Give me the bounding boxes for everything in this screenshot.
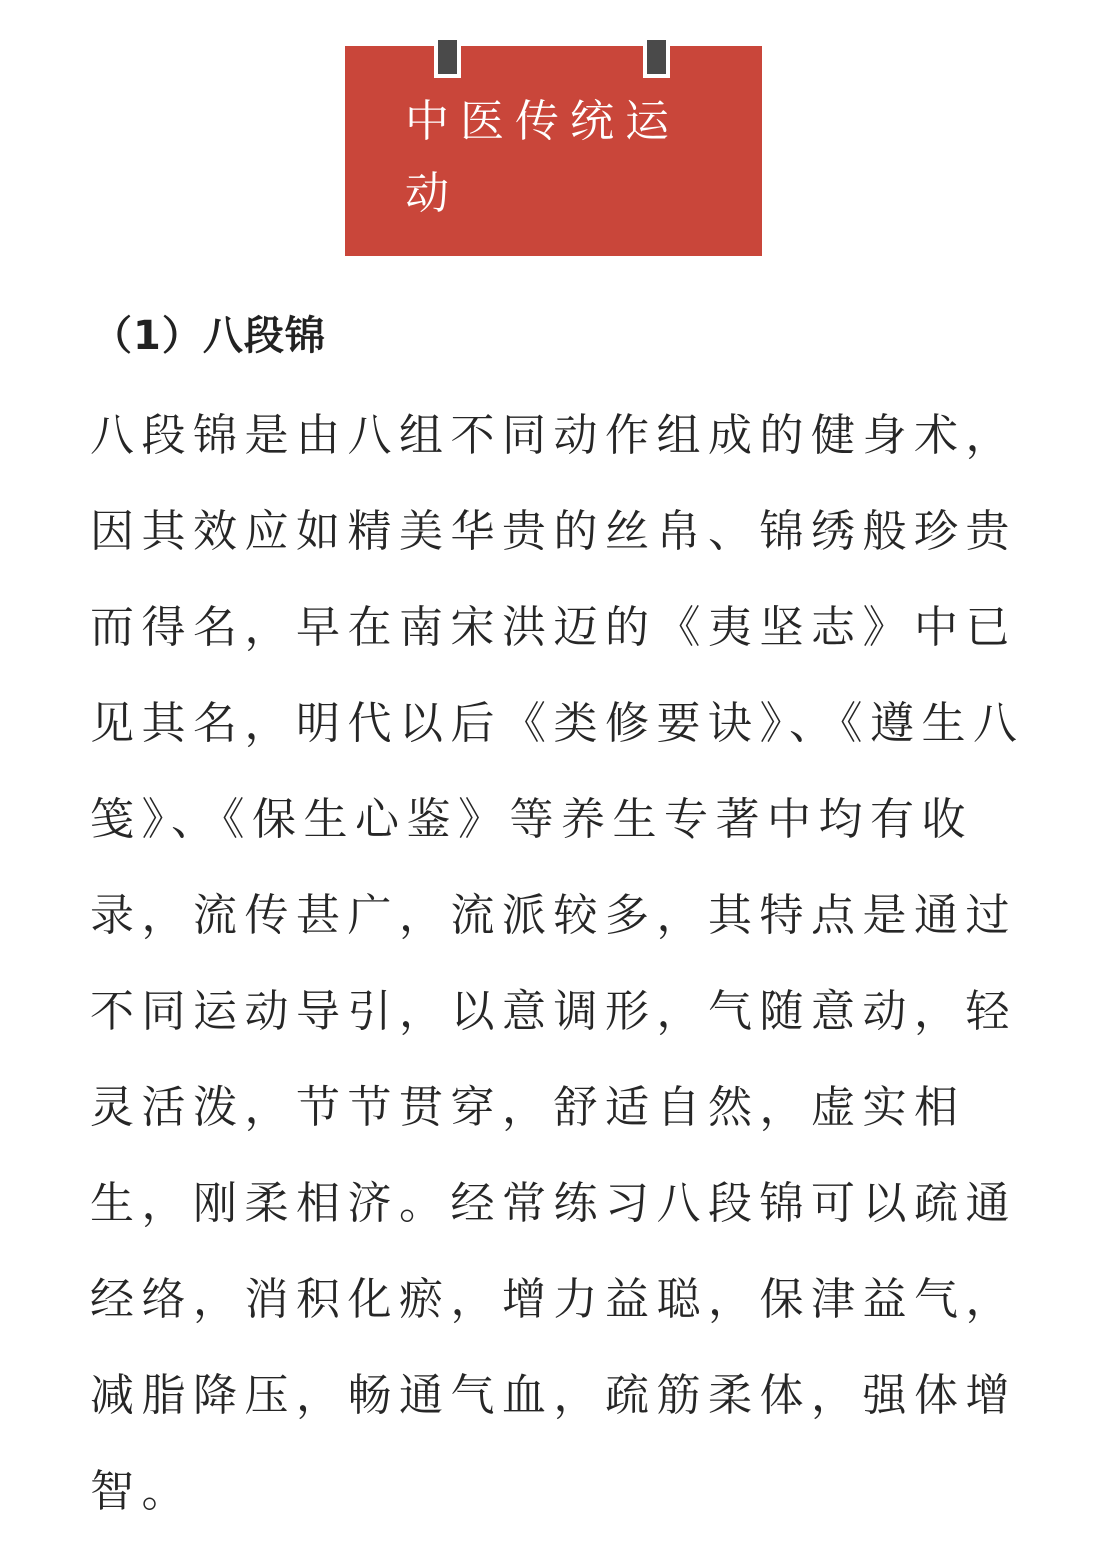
banner-clip-left bbox=[434, 36, 461, 78]
title-banner bbox=[345, 46, 762, 256]
banner-title: 中医传统运动 bbox=[405, 96, 680, 219]
banner-clip-right bbox=[643, 36, 670, 78]
section-heading: （1）八段锦 bbox=[92, 313, 326, 359]
section-body-text: 八段锦是由八组不同动作组成的健身术，因其效应如精美华贵的丝帛、锦绣般珍贵而得名，早在南宋洪迈的《夷坚志》中已见其名，明代以后《类修要诀》、《遵生八笺》、《保生心鉴》等养生专著中均有收录，流传甚广，流派较多，其特点是通过不同运动导引，以意调形，气随意动，轻灵活泼，节节贯穿，舒适自然，虚实相生，刚柔相济。经常练习八段锦可以疏通经络，消积化瘀，增力益聪，保津益气，减脂降压，畅通气血，疏筋柔体，强体增智。 bbox=[90, 410, 1025, 1517]
